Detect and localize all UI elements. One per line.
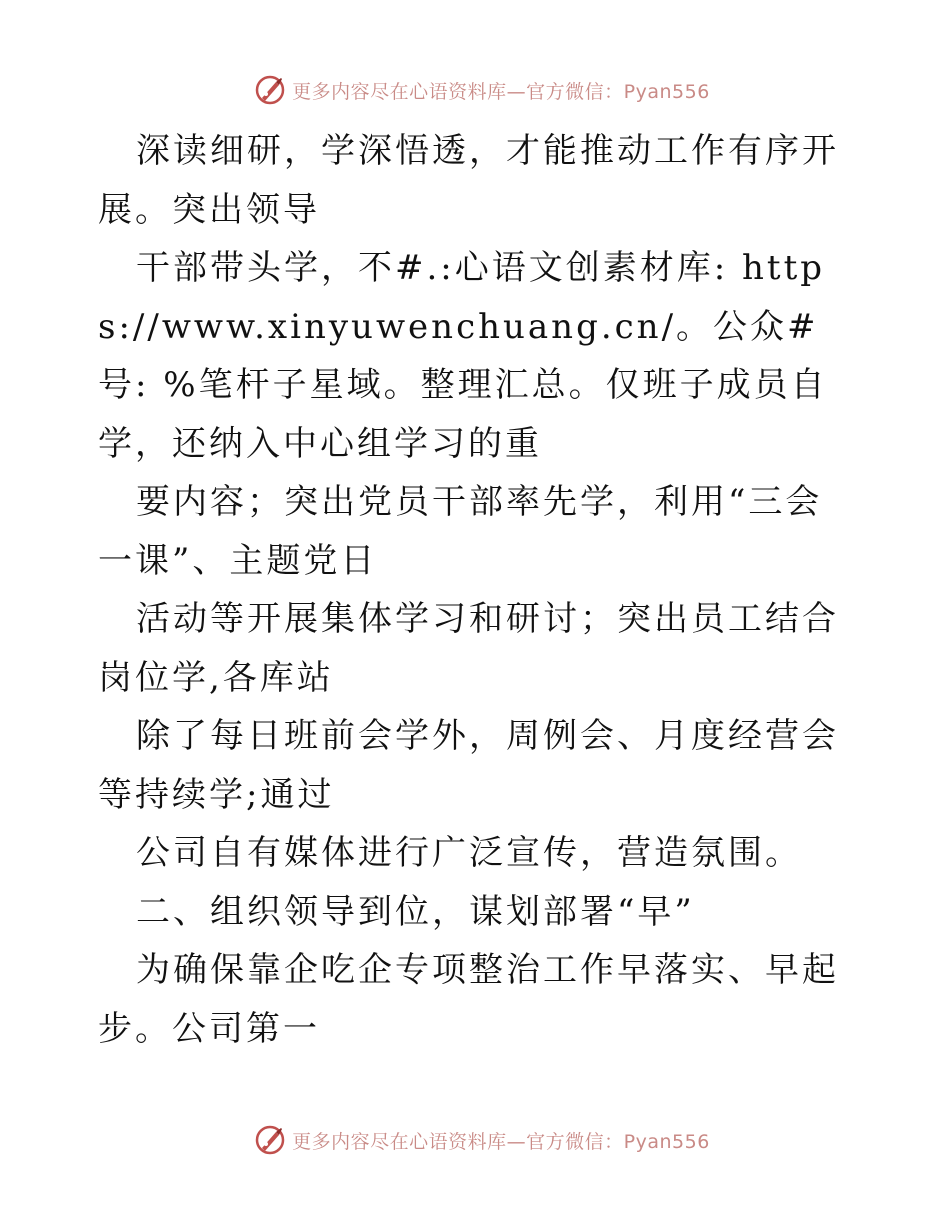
paragraph-5: 除了每日班前会学外，周例会、月度经营会等持续学;通过 <box>98 716 839 815</box>
quill-pen-logo-icon <box>254 74 286 106</box>
header-watermark-banner <box>0 70 950 110</box>
paragraph-4: 活动等开展集体学习和研讨；突出员工结合岗位学,各库站 <box>98 599 839 698</box>
footer-watermark-banner <box>0 1120 950 1160</box>
paragraph-8: 为确保靠企吃企专项整治工作早落实、早起步。公司第一 <box>98 950 839 1049</box>
quill-pen-logo-icon <box>254 1124 286 1156</box>
paragraph-1: 深读细研，学深悟透，才能推动工作有序开展。突出领导 <box>98 131 839 230</box>
footer-watermark-text: 更多内容尽在心语资料库—官方微信：Pyan556 <box>292 1130 710 1153</box>
document-body <box>98 122 858 1058</box>
paragraph-2: 干部带头学，不#.:心语文创素材库: https://www.xinyuwenchuang.cn/。公众#号: %笔杆子星域。整理汇总。仅班子成员自学，还纳入中心组学习的重 <box>98 248 828 464</box>
paragraph-3: 要内容；突出党员干部率先学，利用“三会一课”、主题党日 <box>98 482 823 581</box>
header-watermark-text: 更多内容尽在心语资料库—官方微信：Pyan556 <box>292 80 710 103</box>
section-heading: 二、组织领导到位，谋划部署“早” <box>136 891 695 932</box>
paragraph-6: 公司自有媒体进行广泛宣传，营造氛围。 <box>136 833 802 873</box>
